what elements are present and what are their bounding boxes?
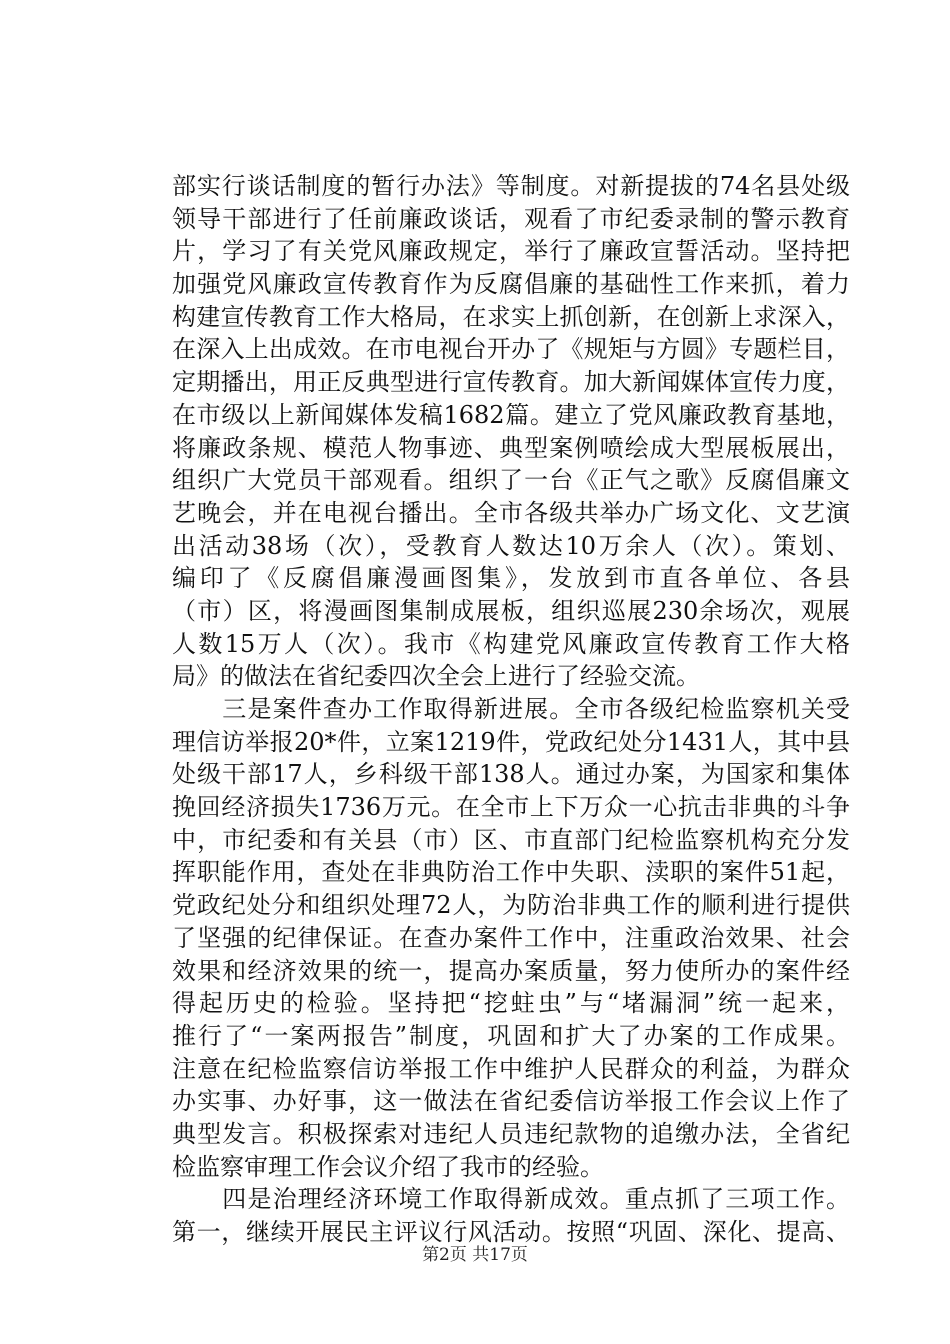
text-line: 了坚强的纪律保证。在查办案件工作中，注重政治效果、社会 [172,923,850,952]
text-line: 定期播出，用正反典型进行宣传教育。加大新闻媒体宣传力度， [172,368,850,397]
text-line: 挽回经济损失1736万元。在全市上下万众一心抗击非典的斗争 [172,793,850,822]
text-line: 编印了《反腐倡廉漫画图集》，发放到市直各单位、各县 [172,564,850,593]
text-line: 出活动38场（次），受教育人数达10万余人（次）。策划、 [172,531,850,560]
text-line: 将廉政条规、模范人物事迹、典型案例喷绘成大型展板展出， [172,433,850,462]
text-line: （市）区，将漫画图集制成展板，组织巡展230余场次，观展 [172,596,850,625]
text-line: 党政纪处分和组织处理72人，为防治非典工作的顺利进行提供 [172,891,850,920]
text-line: 局》的做法在省纪委四次全会上进行了经验交流。 [172,662,700,691]
text-line: 组织广大党员干部观看。组织了一台《正气之歌》反腐倡廉文 [172,466,850,495]
text-line: 加强党风廉政宣传教育作为反腐倡廉的基础性工作来抓，着力 [172,270,850,299]
text-line: 四是治理经济环境工作取得新成效。重点抓了三项工作。 [172,1185,850,1214]
text-line: 片，学习了有关党风廉政规定，举行了廉政宣誓活动。坚持把 [172,237,850,266]
text-line: 注意在纪检监察信访举报工作中维护人民群众的利益，为群众 [172,1054,850,1083]
text-line: 推行了“一案两报告”制度，巩固和扩大了办案的工作成果。 [172,1021,850,1050]
text-line: 办实事、办好事，这一做法在省纪委信访举报工作会议上作了 [172,1087,850,1116]
text-line: 检监察审理工作会议介绍了我市的经验。 [172,1152,604,1181]
document-body [172,170,850,1249]
text-line: 理信访举报20*件，立案1219件，党政纪处分1431人，其中县 [172,727,850,756]
text-line: 人数15万人（次）。我市《构建党风廉政宣传教育工作大格 [172,629,850,658]
text-line: 第一，继续开展民主评议行风活动。按照“巩固、深化、提高、 [172,1218,850,1246]
text-line: 挥职能作用，查处在非典防治工作中失职、渎职的案件51起， [172,858,850,887]
text-line: 处级干部17人，乡科级干部138人。通过办案，为国家和集体 [172,760,850,789]
text-line: 构建宣传教育工作大格局，在求实上抓创新，在创新上求深入， [172,302,850,331]
page-footer: 第2页 共17页 [422,1245,528,1265]
text-line: 三是案件查办工作取得新进展。全市各级纪检监察机关受 [172,695,850,723]
text-line: 艺晚会，并在电视台播出。全市各级共举办广场文化、文艺演 [172,498,850,527]
text-line: 典型发言。积极探索对违纪人员违纪款物的追缴办法，全省纪 [172,1119,850,1148]
text-line: 在深入上出成效。在市电视台开办了《规矩与方圆》专题栏目， [172,335,850,364]
text-line: 得起历史的检验。坚持把“挖蛀虫”与“堵漏洞”统一起来， [172,989,850,1018]
text-line: 领导干部进行了任前廉政谈话，观看了市纪委录制的警示教育 [172,204,850,233]
text-line: 在市级以上新闻媒体发稿1682篇。建立了党风廉政教育基地， [172,400,850,429]
text-line: 部实行谈话制度的暂行办法》等制度。对新提拔的74名县处级 [172,172,850,200]
text-line: 效果和经济效果的统一，提高办案质量，努力使所办的案件经 [172,956,850,985]
text-line: 中，市纪委和有关县（市）区、市直部门纪检监察机构充分发 [172,825,850,854]
